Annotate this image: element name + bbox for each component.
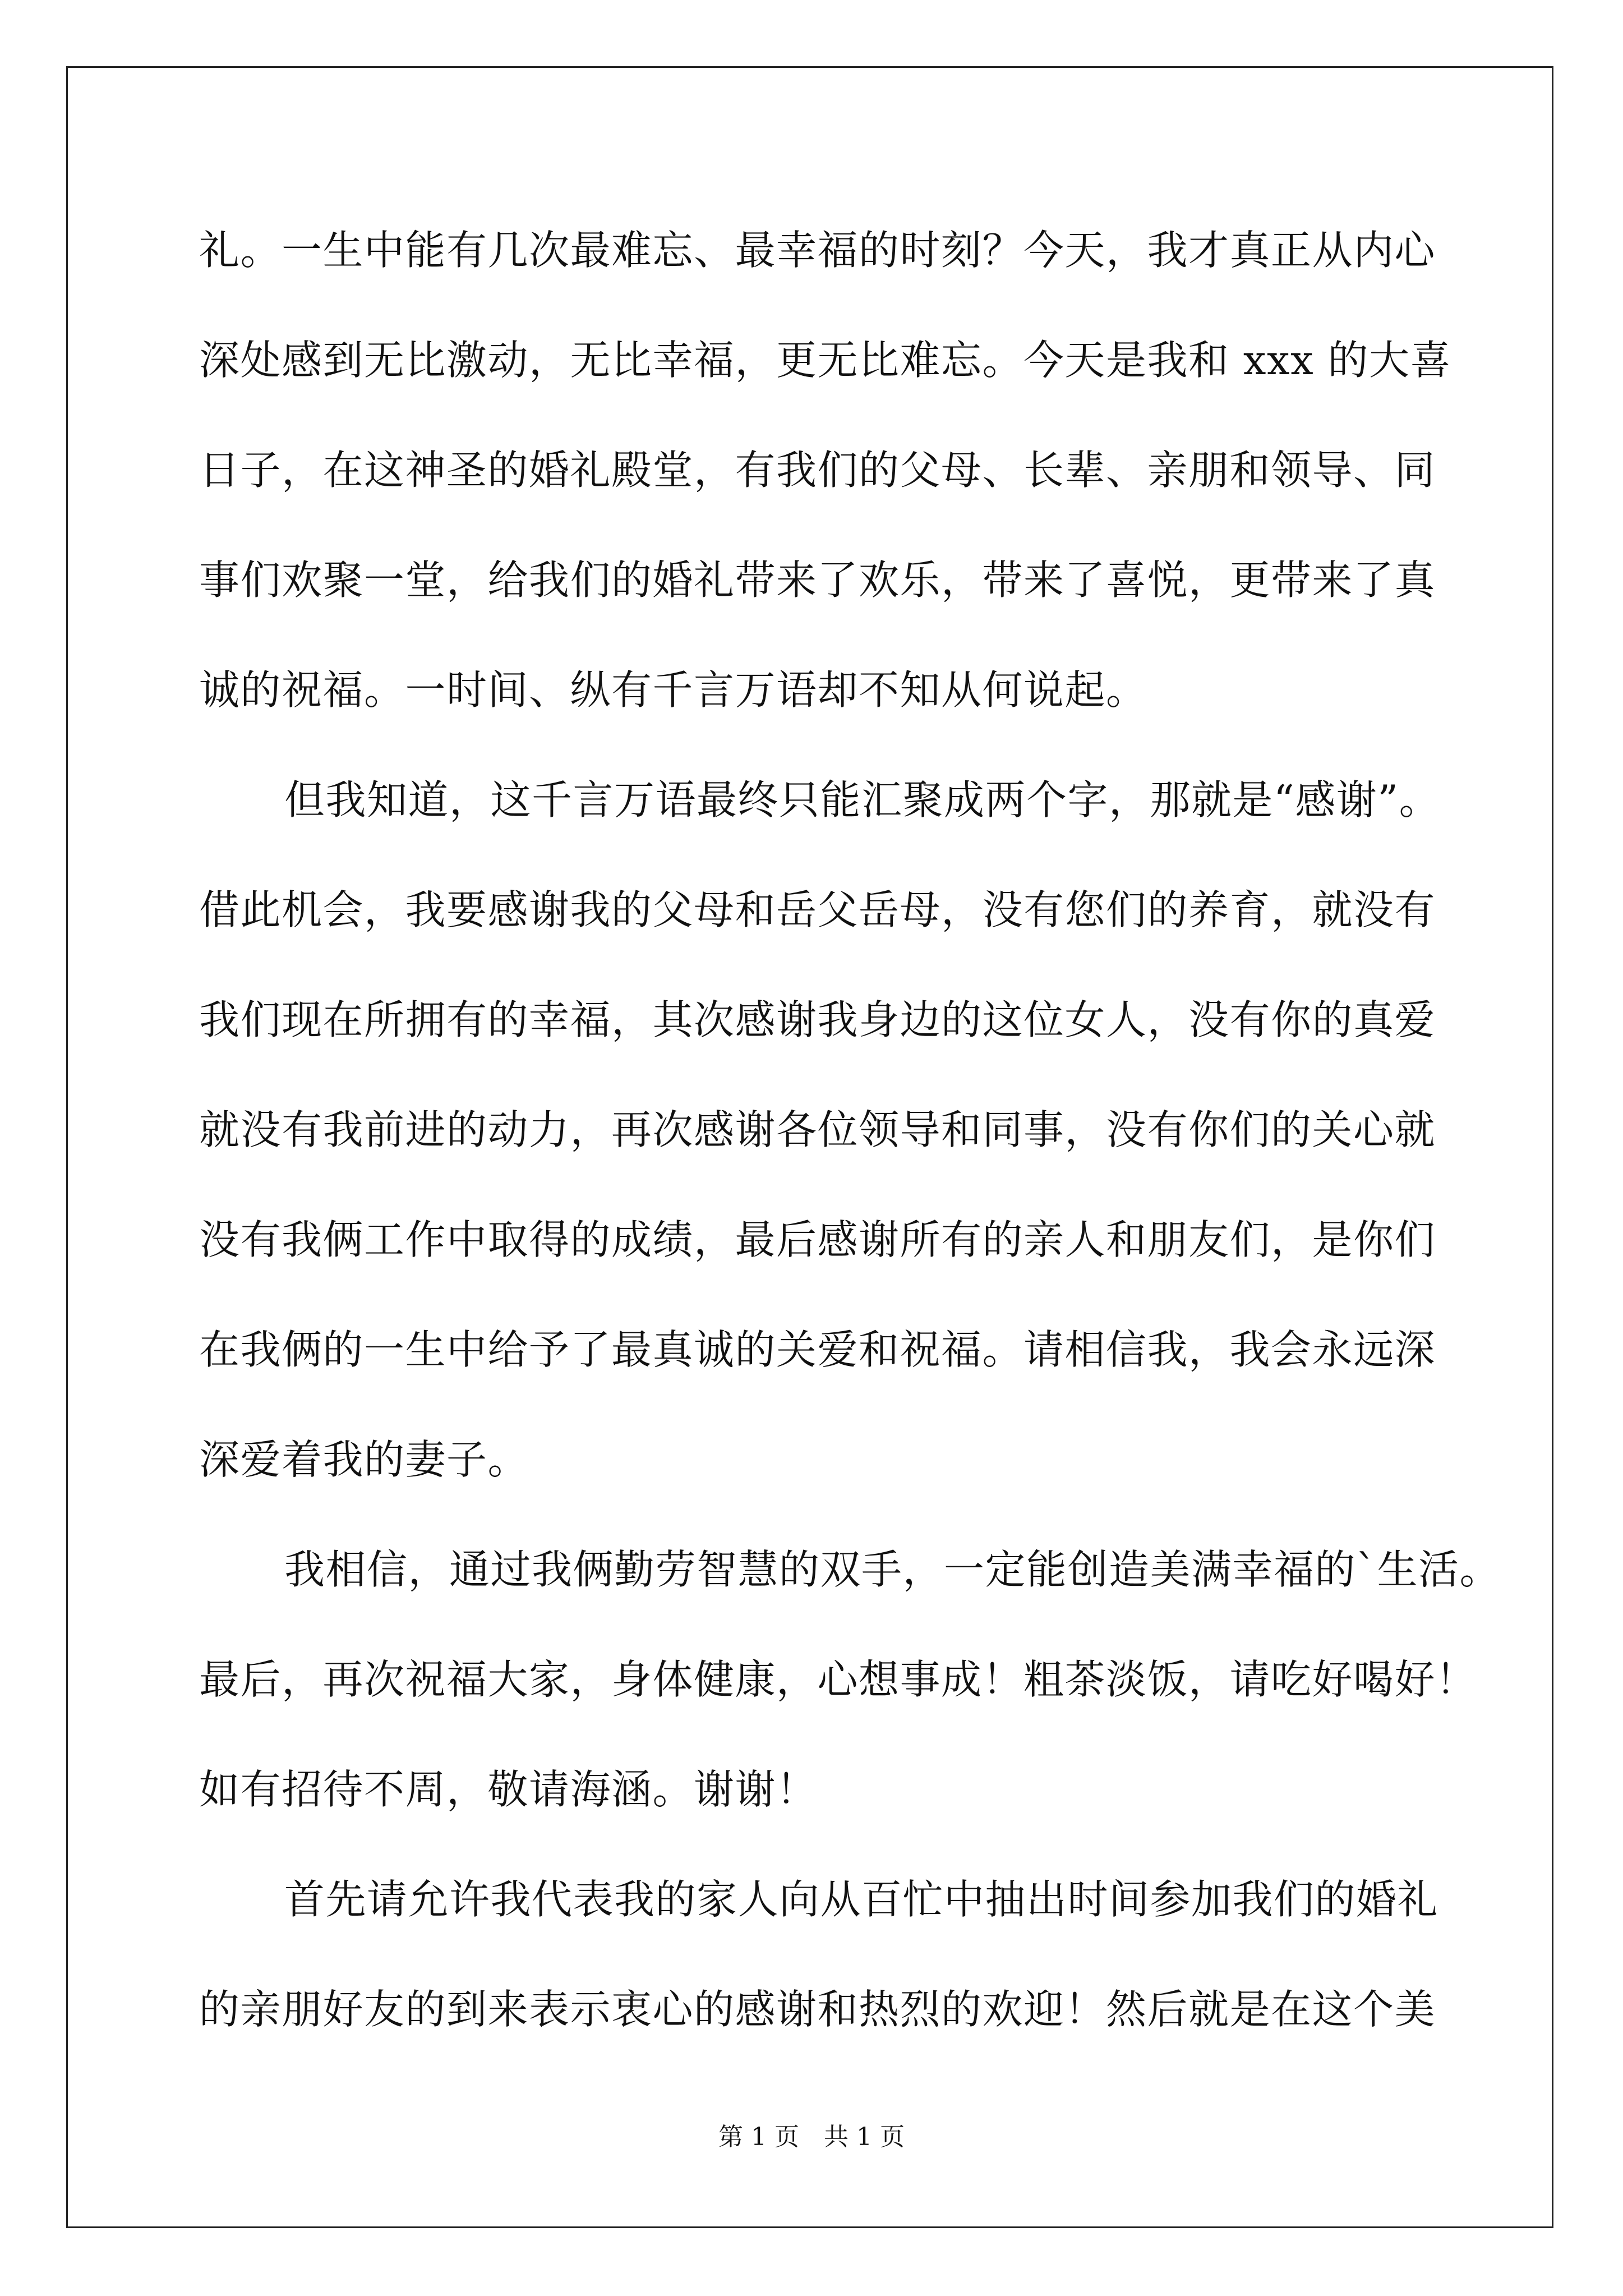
text-line: 礼。一生中能有几次最难忘、最幸福的时刻？今天，我才真正从内心 — [199, 227, 1436, 274]
page-number-current: 第 1 页 — [718, 2123, 799, 2151]
text-line: 我们现在所拥有的幸福，其次感谢我身边的这位女人，没有你的真爱 — [199, 996, 1436, 1043]
text-line: 首先请允许我代表我的家人向从百忙中抽出时间参加我们的婚礼 — [284, 1876, 1439, 1923]
text-line: 在我俩的一生中给予了最真诚的关爱和祝福。请相信我，我会永远深 — [199, 1326, 1436, 1373]
text-line: 日子，在这神圣的婚礼殿堂，有我们的父母、长辈、亲朋和领导、同 — [199, 447, 1436, 494]
text-line: 借此机会，我要感谢我的父母和岳父岳母，没有您们的养育，就没有 — [199, 886, 1436, 933]
text-line: 深爱着我的妻子。 — [199, 1436, 529, 1483]
text-line: 如有招待不周，敬请海涵。谢谢！ — [199, 1766, 818, 1813]
document-body — [199, 211, 1501, 2080]
text-line: 的亲朋好友的到来表示衷心的感谢和热烈的欢迎！然后就是在这个美 — [199, 1986, 1436, 2033]
text-line: 最后，再次祝福大家，身体健康，心想事成！粗茶淡饭，请吃好喝好！ — [199, 1656, 1477, 1703]
text-line: 但我知道，这千言万语最终只能汇聚成两个字，那就是“感谢”。 — [284, 776, 1441, 823]
page-number-total: 共 1 页 — [824, 2123, 905, 2151]
text-line: 事们欢聚一堂，给我们的婚礼带来了欢乐，带来了喜悦，更带来了真 — [199, 556, 1436, 604]
text-line: 没有我俩工作中取得的成绩，最后感谢所有的亲人和朋友们，是你们 — [199, 1216, 1436, 1263]
text-line: 诚的祝福。一时间、纵有千言万语却不知从何说起。 — [199, 666, 1147, 714]
text-line: 我相信，通过我俩勤劳智慧的双手，一定能创造美满幸福的`生活。 — [284, 1546, 1501, 1593]
page-footer — [0, 2120, 1623, 2154]
text-line: 就没有我前进的动力，再次感谢各位领导和同事，没有你们的关心就 — [199, 1106, 1436, 1153]
text-line: 深处感到无比激动，无比幸福，更无比难忘。今天是我和 xxx 的大喜 — [199, 337, 1452, 384]
